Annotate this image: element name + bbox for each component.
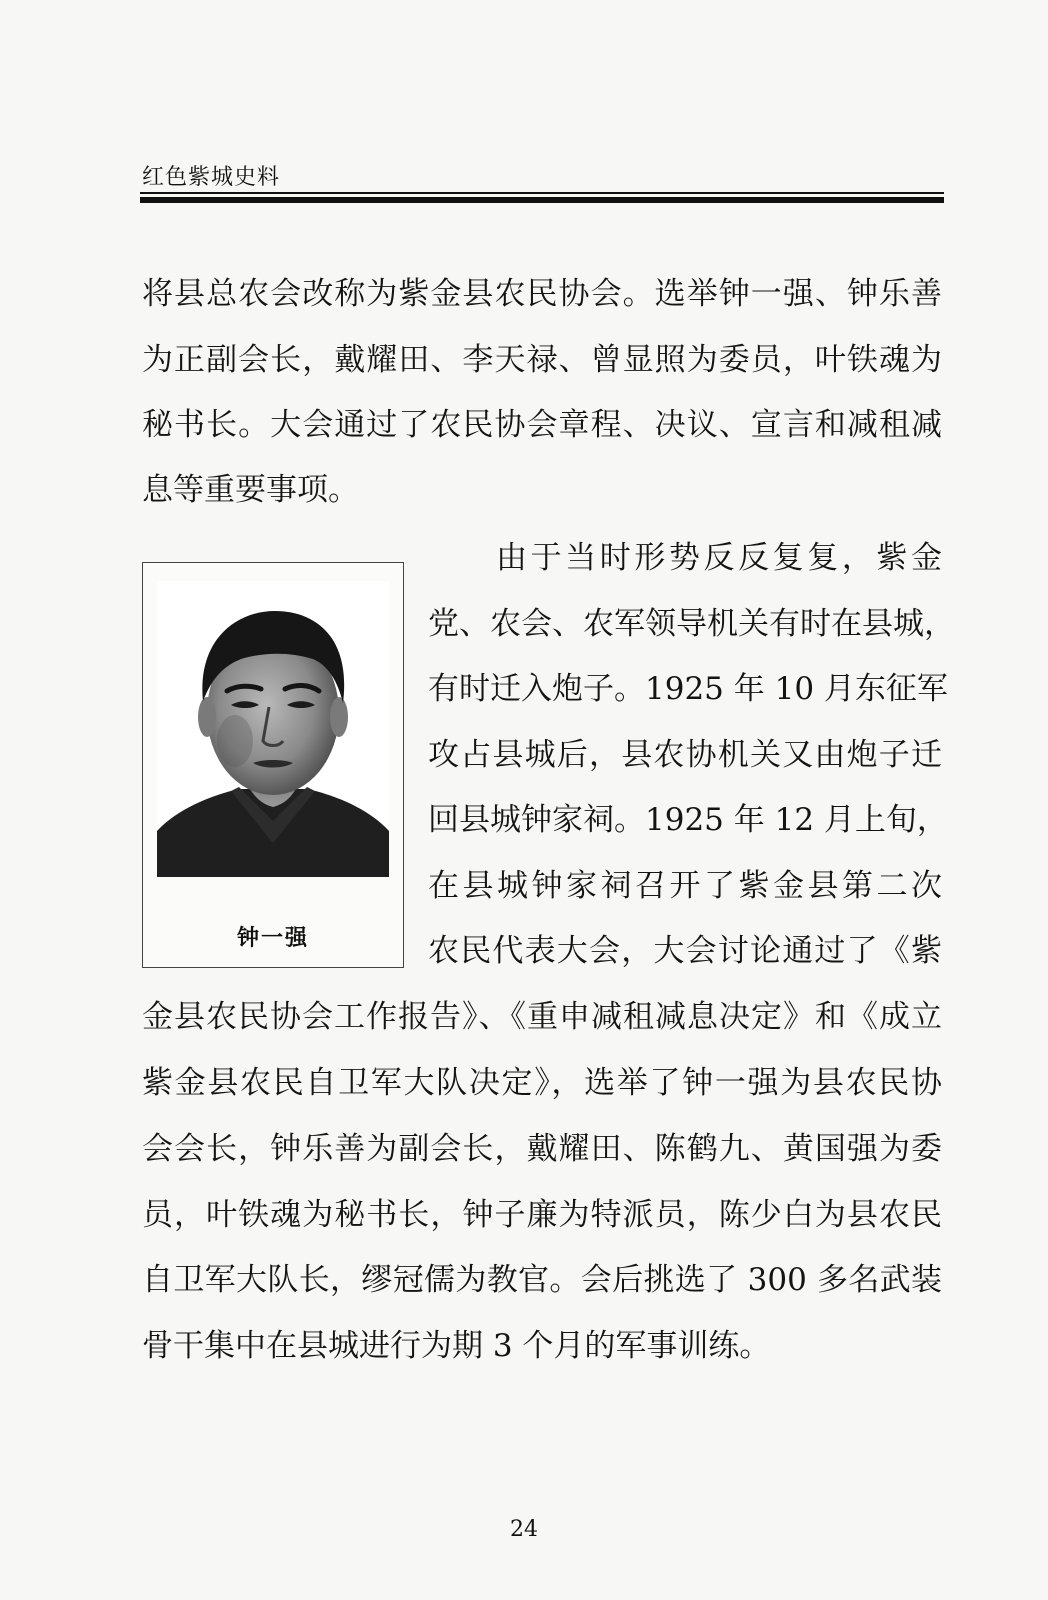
body-line: 有时迁入炮子。1925 年 10 月东征军	[428, 671, 948, 707]
portrait-frame	[142, 562, 404, 968]
running-header: 红色紫城史料	[142, 165, 281, 190]
body-line: 将县总农会改称为紫金县农民协会。选举钟一强、钟乐善	[142, 276, 942, 312]
body-line: 秘书长。大会通过了农民协会章程、决议、宣言和减租减	[142, 407, 942, 443]
header-rule-thick	[140, 197, 944, 203]
body-line: 为正副会长，戴耀田、李天禄、曾显照为委员，叶铁魂为	[142, 342, 942, 378]
body-line: 骨干集中在县城进行为期 3 个月的军事训练。	[142, 1328, 771, 1364]
page-number: 24	[510, 1517, 538, 1542]
body-line: 紫金县农民自卫军大队决定》，选举了钟一强为县农民协	[142, 1065, 942, 1101]
body-line: 自卫军大队长，缪冠儒为教官。会后挑选了 300 多名武装	[142, 1262, 942, 1298]
body-line: 党、农会、农军领导机关有时在县城，	[428, 606, 955, 642]
body-line: 会会长，钟乐善为副会长，戴耀田、陈鹤九、黄国强为委	[142, 1131, 942, 1167]
body-line: 在县城钟家祠召开了紫金县第二次	[428, 868, 942, 904]
portrait-caption: 钟一强	[236, 926, 309, 951]
body-line: 金县农民协会工作报告》、《重申减租减息决定》和《成立	[142, 999, 942, 1035]
body-line: 由于当时形势反反复复，紫金	[496, 540, 942, 576]
body-line: 攻占县城后，县农协机关又由炮子迁	[428, 737, 942, 773]
body-line: 回县城钟家祠。1925 年 12 月上旬，	[428, 802, 948, 838]
body-line: 员，叶铁魂为秘书长，钟子廉为特派员，陈少白为县农民	[142, 1197, 942, 1233]
portrait-photo	[157, 581, 389, 877]
header-rule-thin	[140, 192, 944, 194]
body-line: 息等重要事项。	[142, 472, 359, 508]
body-line: 农民代表大会，大会讨论通过了《紫	[428, 933, 942, 969]
